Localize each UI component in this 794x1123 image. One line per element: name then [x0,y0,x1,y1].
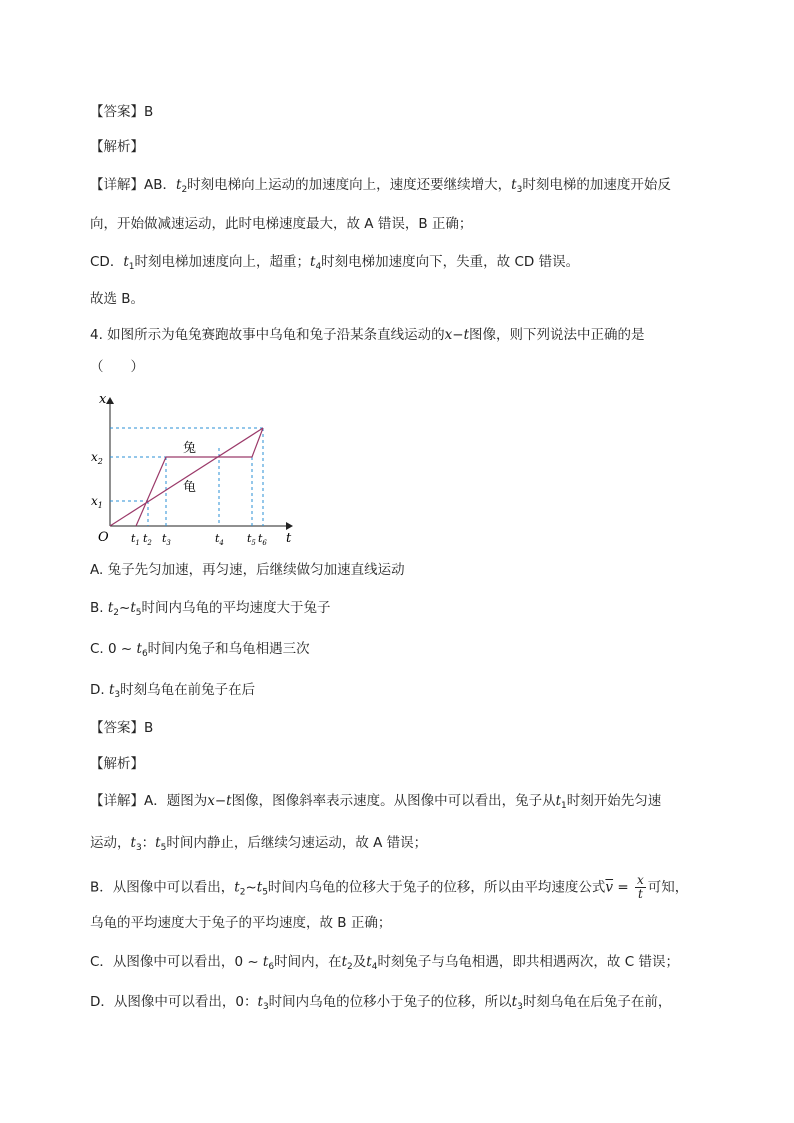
q4-detail-b2: 乌龟的平均速度大于兔子的平均速度，故 B 正确； [90,915,392,931]
t6-label: $t_6$ [258,532,267,547]
t1-label: $t_1$ [131,532,140,547]
q4-analysis-label: 【解析】 [90,756,144,772]
q3-detail-line2: 向，开始做减速运动，此时电梯速度最大，故 A 错误，B 正确； [90,216,473,232]
tortoise-label: 龟 [183,480,197,495]
q4-detail-a2: 运动，$t_3$：$t_5$时间内静止，后继续匀速运动，故 A 错误； [90,835,428,853]
q4-detail-b1: B．从图像中可以看出，$t_2\sim t_5$时间内乌龟的位移大于兔子的位移，所以由平均速度公式$\overline{v}$ = $\frac{x}{t}$ 可知， [90,873,689,901]
q4-detail-a1: 【详解】A．题图为x−t图像，图像斜率表示速度。从图像中可以看出，兔子从$t_1$时刻开始先匀速 [90,793,662,811]
q3-detail-line3: CD．$t_1$时刻电梯加速度向上，超重；$t_4$时刻电梯加速度向下，失重，故 CD 错误。 [90,254,580,272]
q3-answer: 【答案】B [90,104,154,120]
option-a: A. 兔子先匀加速，再匀速，后继续做匀加速直线运动 [90,562,405,578]
t5-label: $t_5$ [247,532,256,547]
q4-detail-d1: D．从图像中可以看出，0：$t_3$时间内乌龟的位移小于兔子的位移，所以$t_3$时刻乌龟在后兔子在前， [90,994,672,1012]
origin-label: O [98,530,109,545]
axis-x-label: x [99,392,107,407]
q4-stem: 4. 如图所示为龟兔赛跑故事中乌龟和兔子沿某条直线运动的x−t图像，则下列说法中正确的是 [90,327,645,343]
t3-label: $t_3$ [162,532,171,547]
option-c: C. 0 ~ $t_6$时间内兔子和乌龟相遇三次 [90,641,310,659]
q3-conclusion: 故选 B。 [90,291,145,307]
axis-t-label: t [286,531,292,546]
x2-label: $x_2$ [91,450,103,466]
q4-paren: （ ） [90,359,144,375]
rabbit-line [136,428,263,526]
q4-answer: 【答案】B [90,720,154,736]
option-d: D. $t_3$时刻乌龟在前兔子在后 [90,682,256,700]
q3-analysis-label: 【解析】 [90,139,144,155]
q4-detail-c1: C．从图像中可以看出，0 ~ $t_6$时间内，在$t_2$及$t_4$时刻兔子与乌龟相遇，即共相遇两次，故 C 错误； [90,954,679,972]
option-b: B. $t_2\sim t_5$时间内乌龟的平均速度大于兔子 [90,600,331,618]
q3-detail-line1: 【详解】AB．$t_2$时刻电梯向上运动的加速度向上，速度还要继续增大，$t_3$时刻电梯的加速度开始反 [90,177,671,195]
fraction-x-over-t: $\frac{x}{t}$ [636,873,644,901]
xt-graph [86,388,306,553]
t4-label: $t_4$ [215,532,224,547]
x1-label: $x_1$ [91,494,103,510]
t2-label: $t_2$ [143,532,152,547]
rabbit-label: 兔 [183,441,197,456]
